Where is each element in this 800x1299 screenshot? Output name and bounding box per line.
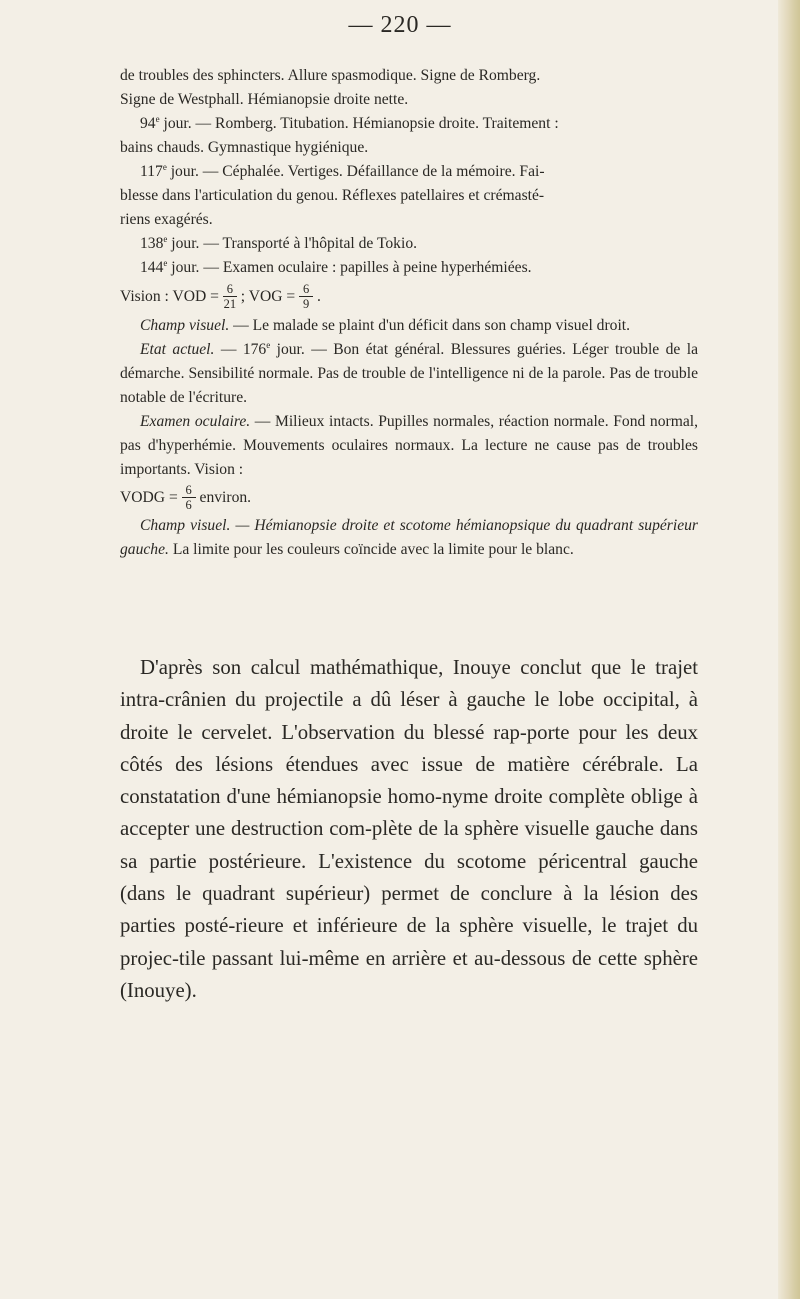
discussion-section	[120, 652, 698, 1007]
italic-text: — Hémianopsie droite et scotome hémianopsique du quadrant supérieur gauche.	[120, 517, 698, 558]
text-fragment: — 176	[214, 341, 267, 358]
day-number: 94	[140, 115, 156, 132]
ordinal-suffix: e	[266, 340, 271, 350]
discussion-paragraph: D'après son calcul mathémathique, Inouye conclut que le trajet intra-crânien du projectile a dû léser à gauche le lobe occipital, à droite le cervelet. L'observation du blessé rap-porte pour les deux côtés des lésions étendues avec issue de matière cérébrale. La constatation d'une hémianopsie homo-nyme droite complète oblige à accepter une destruction com-plète de la sphère visuelle gauche dans sa partie postérieure. L'existence du scotome péricentral gauche (dans le quadrant supérieur) permet de conclure à la lésion des parties posté-rieure et inférieure de la sphère visuelle, le trajet du projec-tile passant lui-même en arrière et au-dessous de cette sphère (Inouye).	[120, 656, 698, 1002]
fraction-numerator: 6	[223, 283, 237, 298]
section-label: Champ visuel.	[140, 317, 230, 334]
vodg-line	[120, 482, 698, 514]
paragraph-day-117	[120, 160, 698, 232]
paragraph-champ-visuel-1	[120, 314, 698, 338]
ordinal-suffix: e	[162, 162, 167, 172]
paragraph-day-94	[120, 112, 698, 160]
vision-line	[120, 280, 698, 314]
vodg-fraction	[182, 484, 196, 512]
text-line: blesse dans l'articulation du genou. Réflexes patellaires et crémasté-	[120, 187, 545, 204]
text-line: jour. — Examen oculaire : papilles à peine hyperhémiées.	[167, 259, 532, 276]
day-number: 138	[140, 235, 164, 252]
text-line: riens exagérés.	[120, 211, 213, 228]
paragraph-text: — Milieux intacts. Pupilles normales, réaction normale. Fond normal, pas d'hyperhémie. Mouvements oculaires normaux. La lecture ne cause pas de troubles importants. Vision :	[120, 413, 698, 478]
vog-fraction	[299, 283, 313, 311]
text-line: jour. — Céphalée. Vertiges. Défaillance de la mémoire. Fai-	[166, 163, 545, 180]
paragraph-sphincters	[120, 64, 698, 112]
page-number: — 220 —	[348, 12, 452, 38]
text-line: de troubles des sphincters. Allure spasmodique. Signe de Romberg.	[120, 67, 541, 84]
paragraph-text: La limite pour les couleurs coïncide avec la limite pour le blanc.	[168, 541, 574, 558]
fraction-numerator: 6	[299, 283, 313, 298]
vod-fraction	[223, 283, 237, 311]
paragraph-day-144	[120, 256, 698, 280]
fraction-denominator: 6	[185, 498, 192, 512]
text-fragment: .	[313, 288, 321, 305]
text-fragment: VODG =	[120, 489, 182, 506]
text-line: jour. — Transporté à l'hôpital de Tokio.	[167, 235, 418, 252]
fraction-numerator: 6	[182, 484, 196, 499]
page-edge	[778, 0, 800, 1299]
case-notes	[120, 64, 698, 562]
section-label: Examen oculaire.	[140, 413, 251, 430]
paragraph-text: — Le malade se plaint d'un déficit dans son champ visuel droit.	[229, 317, 631, 334]
day-number: 144	[140, 259, 164, 276]
paragraph-etat-actuel	[120, 338, 698, 410]
fraction-denominator: 21	[223, 297, 237, 311]
text-fragment: Vision : VOD =	[120, 288, 223, 305]
ordinal-suffix: e	[163, 258, 168, 268]
text-line: Signe de Westphall. Hémianopsie droite nette.	[120, 91, 409, 108]
text-line: bains chauds. Gymnastique hygiénique.	[120, 139, 369, 156]
text-line: jour. — Romberg. Titubation. Hémianopsie droite. Traitement :	[159, 115, 559, 132]
ordinal-suffix: e	[163, 234, 168, 244]
section-label: Champ visuel.	[140, 517, 231, 534]
text-fragment: ; VOG =	[236, 288, 300, 305]
paragraph-text: jour. — Bon état général. Blessures guéries. Léger trouble de la démarche. Sensibilité normale. Pas de trouble de l'intelligence ni de la parole. Pas de trouble notable de l'écriture.	[120, 341, 698, 406]
ordinal-suffix: e	[155, 114, 160, 124]
section-label: Etat actuel.	[140, 341, 215, 358]
paragraph-examen-oculaire	[120, 410, 698, 482]
fraction-denominator: 9	[302, 297, 310, 311]
day-number: 117	[140, 163, 163, 180]
paragraph-day-138	[120, 232, 698, 256]
paragraph-champ-visuel-2	[120, 514, 698, 562]
text-fragment: environ.	[195, 489, 252, 506]
